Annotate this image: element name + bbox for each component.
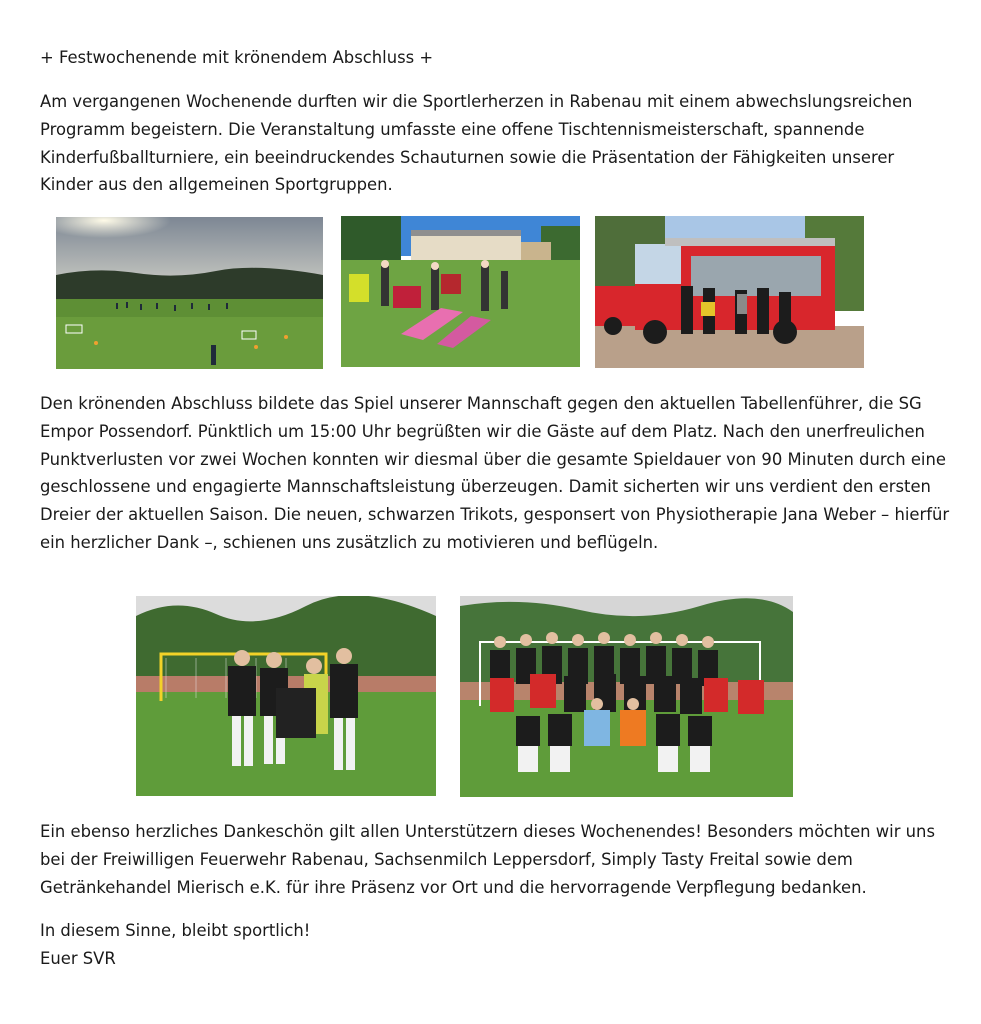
photo-event-area — [341, 216, 580, 367]
intro-paragraph: Am vergangenen Wochenende durften wir die Sportlerherzen in Rabenau mit einem abwechslungsreichen Programm begeistern. Die Veranstaltung umfasste eine offene Tischtennismeisterschaft, spannende Kinderfußballturniere, ein beeindruckendes Schauturnen sowie die Präsentation der Fähigkeiten unserer Kinder aus den allgemeinen Sportgruppen. — [40, 92, 913, 195]
thanks-paragraph: Ein ebenso herzliches Dankeschön gilt allen Unterstützern dieses Wochenendes! Besonders möchten wir uns bei der Freiwilligen Feuerwehr Rabenau, Sachsenmilch Leppersdorf, Simply Tasty Freital sowie dem Getränkehandel Mierisch e.K. für ihre Präsenz vor Ort und die hervorragende Verpflegung bedanken. — [40, 822, 935, 897]
photo-kids-football-field — [56, 217, 323, 369]
photo-team-group — [460, 596, 793, 797]
photo-fire-truck — [595, 216, 864, 368]
photo-jersey-presentation — [136, 596, 436, 796]
match-paragraph: Den krönenden Abschluss bildete das Spiel unserer Mannschaft gegen den aktuellen Tabellenführer, die SG Empor Possendorf. Pünktlich um 15:00 Uhr begrüßten wir die Gäste auf dem Platz. Nach den unerfreulichen Punktverlusten vor zwei Wochen konnten wir diesmal über die gesamte Spieldauer von 90 Minuten durch eine geschlossene und engagierte Mannschaftsleistung überzeugen. Damit sicherten wir uns verdient den ersten Dreier der aktuellen Saison. Die neuen, schwarzen Trikots, gesponsert von Physiotherapie Jana Weber – hierfür ein herzlicher Dank –, schienen uns zusätzlich zu motivieren und beflügeln. — [40, 394, 950, 552]
signature: Euer SVR — [40, 948, 116, 968]
closing-line: In diesem Sinne, bleibt sportlich! — [40, 921, 311, 940]
article-headline: + Festwochenende mit krönendem Abschluss + — [40, 48, 434, 67]
closing-block — [40, 917, 950, 973]
